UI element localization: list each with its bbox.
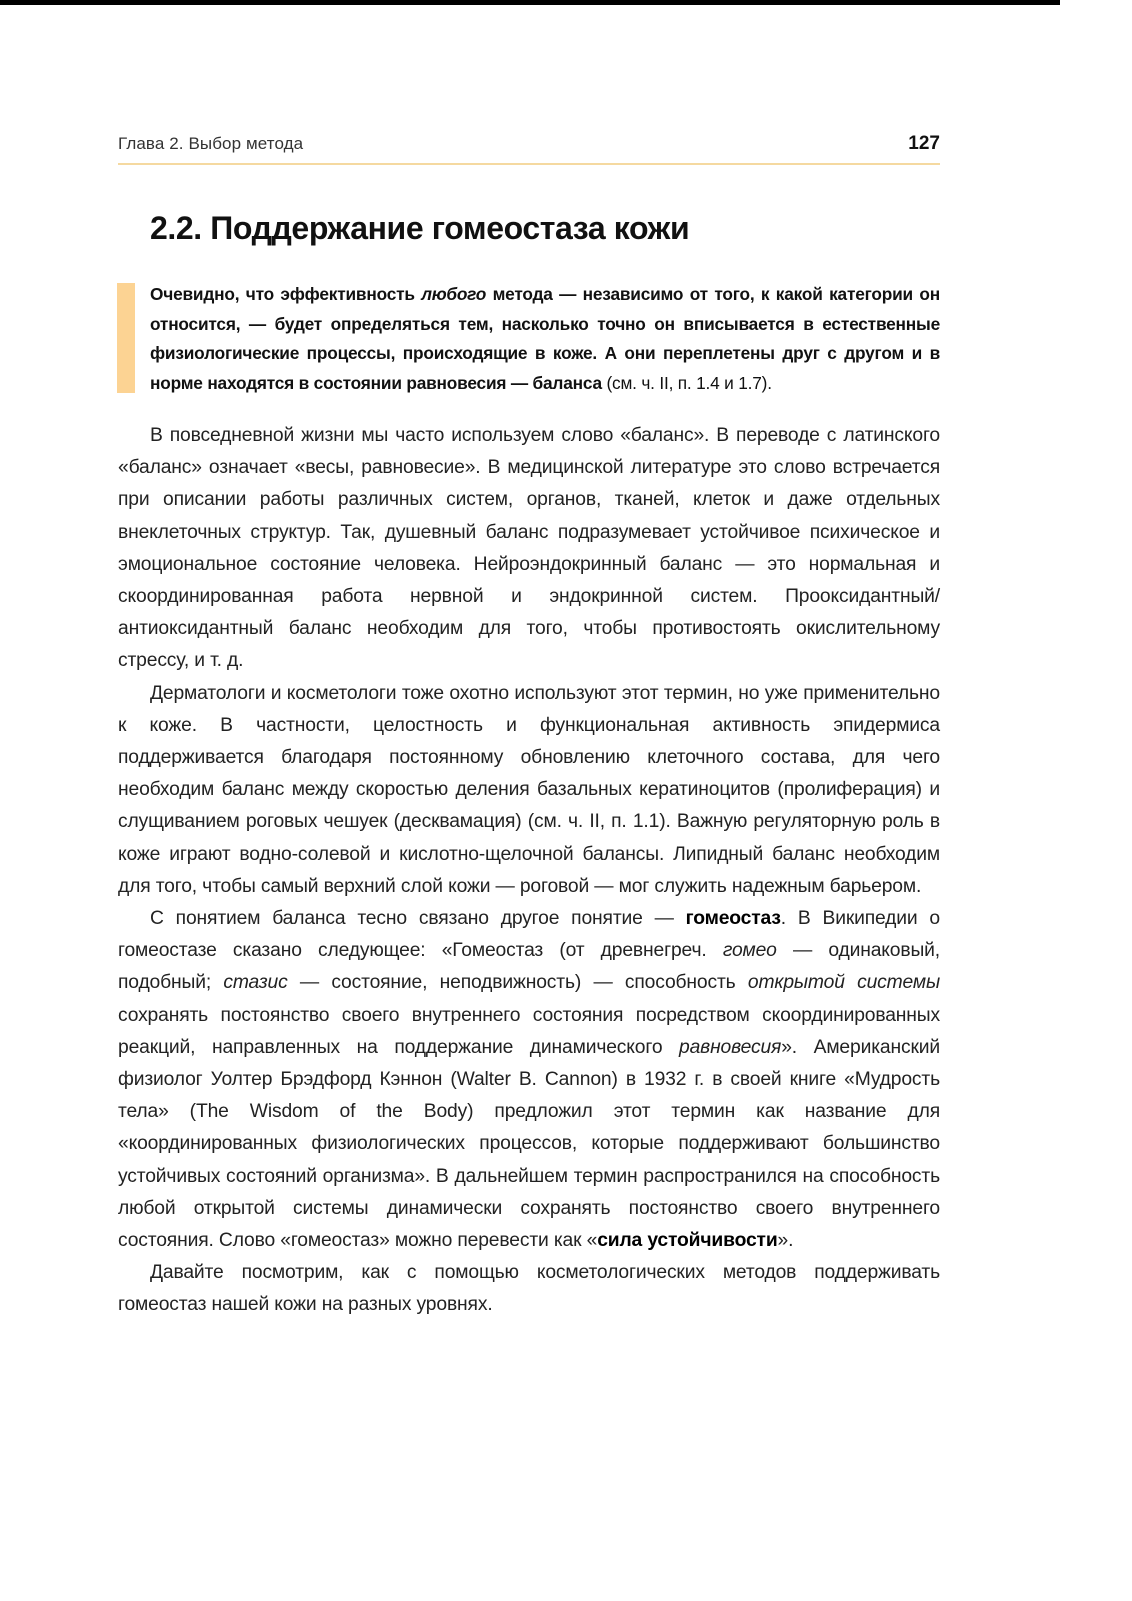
lead-italic-word: любого <box>421 284 487 304</box>
p3-text: — одинаковый, подобный; <box>118 940 940 994</box>
lead-paragraph <box>150 280 940 398</box>
paragraph-2: Дерматологи и косметологи тоже охотно используют этот термин, но уже применительно к коже. В частности, целостность и функциональная активность эпидермиса поддерживается благодаря постоянному обновлению клеточного состава, для чего необходим баланс между скоростью деления базальных кератиноцитов (пролиферация) и слущиванием роговых чешуек (десквамация) (см. ч. II, п. 1.1). Важную регуляторную роль в коже играют водно-солевой и кислотно-щелочной балансы. Липидный баланс необходим для того, чтобы самый верхний слой кожи — роговой — мог служить надежным барьером. <box>118 682 940 897</box>
lead-text-1: Очевидно, что эффективность <box>150 284 422 304</box>
p3-text: — состояние, неподвижность) — способность <box>287 972 748 994</box>
top-border-rule <box>0 0 1060 5</box>
paragraph-4: Давайте посмотрим, как с помощью косметологических методов поддерживать гомеостаз нашей кожи на разных уровнях. <box>118 1262 940 1316</box>
term-homeostasis: гомеостаз <box>685 908 781 930</box>
p3-italic: гомео <box>722 940 777 962</box>
p3-italic: стазис <box>223 972 288 994</box>
chapter-title: Глава 2. Выбор метода <box>118 134 304 153</box>
lead-accent-bar <box>117 283 135 393</box>
p3-italic: открытой системы <box>747 972 941 994</box>
lead-reference: (см. ч. II, п. 1.4 и 1.7). <box>606 372 772 393</box>
page-number: 127 <box>908 133 940 154</box>
section-heading: 2.2. Поддержание гомеостаза кожи <box>150 210 690 246</box>
body-text <box>118 420 940 1322</box>
term-stability-force: сила устойчивости <box>597 1230 778 1252</box>
p3-text: ». <box>777 1230 794 1252</box>
p3-text: сохранять постоянство своего внутреннего состояния посредством скоординированных реакций, направленных на поддержание динамического <box>118 1004 940 1058</box>
p3-text: . В Википедии о гомеостазе сказано следующее: «Гомеостаз (от древнегреч. <box>118 908 940 962</box>
p3-text: ». Американский физиолог Уолтер Брэдфорд Кэннон (Walter B. Cannon) в 1932 г. в своей книге «Мудрость тела» (The Wisdom of the Body) предложил этот термин как название для «координированных физиологических процессов, которые поддерживают большинство устойчивых состояний организма». В дальнейшем термин распространился на способность любой открытой системы динамически сохранять постоянство своего внутреннего состояния. Слово «гомеостаз» можно перевести как « <box>118 1036 940 1252</box>
p3-text: С понятием баланса тесно связано другое понятие — <box>150 908 686 930</box>
paragraph-1: В повседневной жизни мы часто используем слово «баланс». В переводе с латинского «баланс» означает «весы, равновесие». В медицинской литературе это слово встречается при описании работы различных систем, органов, тканей, клеток и даже отдельных внеклеточных структур. Так, душевный баланс подразумевает устойчивое психическое и эмоциональное состояние человека. Нейроэндокринный баланс — это нормальная и скоординированная работа нервной и эндокринной систем. Прооксидантный/антиоксидантный баланс необходим для того, чтобы противостоять окислительному стрессу, и т. д. <box>118 425 940 672</box>
paragraph-3 <box>118 903 940 1257</box>
lead-text-2: метода — независимо от того, к какой категории он относится, — будет определяться тем, насколько точно он вписывается в естественные физиологические процессы, происходящие в коже. А они переплетены друг с другом и в норме находятся в состоянии равновесия — баланса <box>150 284 941 393</box>
p3-italic: равновесия <box>679 1036 782 1058</box>
header-divider <box>118 163 940 165</box>
running-header <box>118 133 940 155</box>
